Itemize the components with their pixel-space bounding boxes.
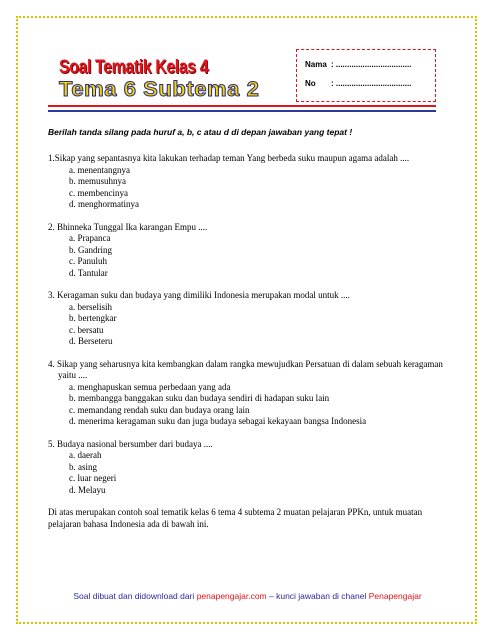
name-row bbox=[305, 60, 411, 69]
question-3 bbox=[48, 290, 448, 348]
answer-option[interactable]: c. bersatu bbox=[69, 324, 104, 335]
answer-option[interactable]: a. menghapuskan semua perbedaan yang ada bbox=[69, 381, 231, 392]
answer-option[interactable]: b. bertengkar bbox=[69, 313, 117, 323]
question-5 bbox=[48, 439, 448, 497]
number-row bbox=[305, 79, 411, 88]
instruction-text: Berilah tanda silang pada huruf a, b, c atau d di depan jawaban yang tepat ! bbox=[48, 127, 353, 137]
name-label: Nama bbox=[305, 60, 327, 69]
answer-option[interactable]: b. memusuhnya bbox=[69, 176, 126, 186]
closing-paragraph: Di atas merupakan contoh soal tematik kelas 6 tema 4 subtema 2 muatan pelajaran PPKn, untuk muatan pelajaran bahasa Indonesia ada di bawah ini. bbox=[48, 507, 423, 529]
answer-option[interactable]: a. menentangnya bbox=[69, 164, 130, 175]
answer-option[interactable]: a. daerah bbox=[69, 450, 102, 460]
title-line-2: Tema 6 Subtema 2 bbox=[59, 78, 260, 101]
number-label: No bbox=[305, 79, 316, 88]
question-2 bbox=[48, 222, 448, 280]
answer-option[interactable]: c. Panuluh bbox=[69, 256, 107, 266]
answer-option[interactable]: a. Prapanca bbox=[69, 233, 111, 243]
header-divider-red bbox=[48, 105, 436, 107]
footer bbox=[0, 591, 495, 601]
answer-option[interactable]: d. menghormatinya bbox=[69, 199, 139, 209]
name-field[interactable]: : .................................. bbox=[331, 60, 412, 69]
student-id-box bbox=[296, 49, 436, 102]
footer-text-2: – kunci jawaban di chanel bbox=[266, 591, 369, 601]
question-1 bbox=[48, 153, 448, 211]
answer-option[interactable]: d. Melayu bbox=[69, 484, 106, 495]
answer-option[interactable]: d. Tantular bbox=[69, 267, 108, 278]
answer-option[interactable]: b. membangga banggakan suku dan budaya sendiri di hadapan suku lain bbox=[69, 393, 330, 403]
answer-option[interactable]: d. Berseteru bbox=[69, 336, 113, 346]
answer-option[interactable]: c. membencinya bbox=[69, 187, 128, 198]
header-divider-blue bbox=[48, 110, 436, 112]
answer-option[interactable]: d. menerima keragaman suku dan juga budaya sebagai kekayaan bangsa Indonesia bbox=[69, 416, 367, 426]
footer-channel-link[interactable]: Penapengajar bbox=[368, 591, 422, 601]
answer-option[interactable]: b. asing bbox=[69, 461, 97, 472]
answer-option[interactable]: b. Gandring bbox=[69, 244, 112, 255]
question-text: 3. Keragaman suku dan budaya yang dimiliki Indonesia merupakan modal untuk .... bbox=[48, 290, 350, 300]
answer-option[interactable]: c. luar negeri bbox=[69, 473, 117, 483]
footer-site-link[interactable]: penapengajar.com bbox=[196, 591, 267, 601]
answer-option[interactable]: a. berselisih bbox=[69, 301, 112, 312]
title-line-1: Soal Tematik Kelas 4 bbox=[59, 57, 209, 78]
question-list bbox=[48, 153, 448, 530]
question-text: 4. Sikap yang seharusnya kita kembangkan dalam rangka mewujudkan Persatuan di dalam sebuah keragaman yaitu .... bbox=[48, 358, 443, 380]
answer-option[interactable]: c. memandang rendah suku dan budaya orang lain bbox=[69, 404, 250, 415]
number-field[interactable]: : .................................. bbox=[331, 79, 412, 88]
question-4 bbox=[48, 359, 448, 428]
question-text: 2. Bhinneka Tunggal Ika karangan Empu .... bbox=[48, 221, 208, 232]
question-text: 1.Sikap yang sepantasnya kita lakukan terhadap teman Yang berbeda suku maupun agama adalah .... bbox=[48, 153, 410, 163]
footer-text-1: Soal dibuat dan didownload dari bbox=[73, 591, 197, 601]
question-text: 5. Budaya nasional bersumber dari budaya .... bbox=[48, 438, 213, 449]
